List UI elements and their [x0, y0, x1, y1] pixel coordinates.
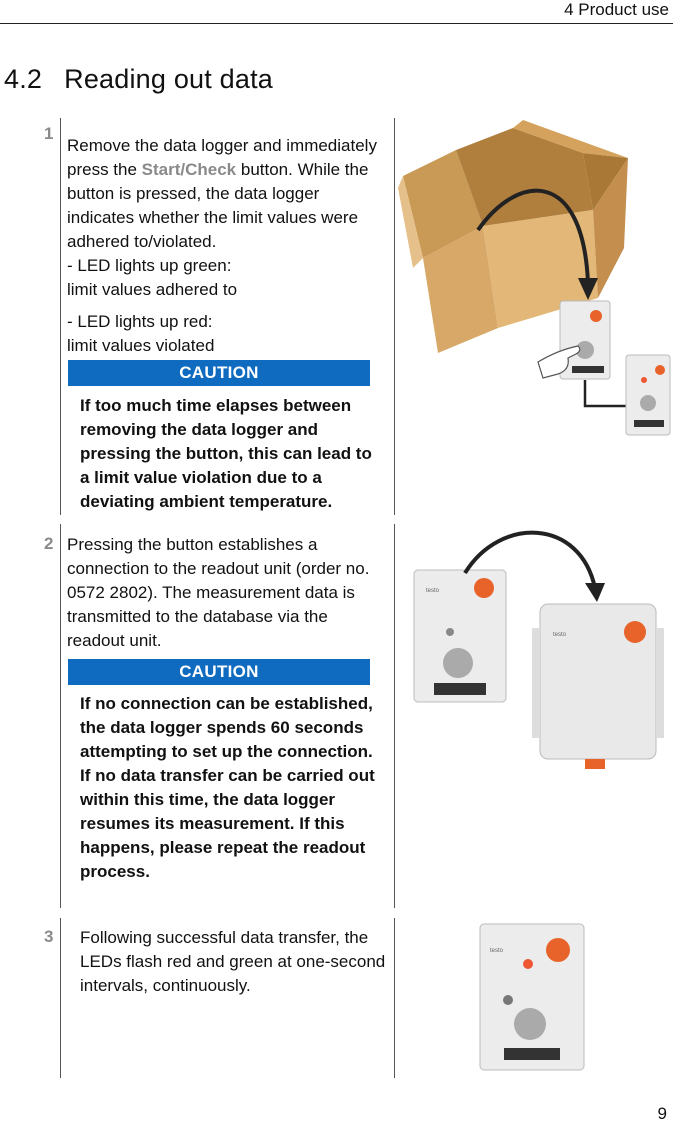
step-2-divider-right [394, 524, 395, 908]
logger-brand-text: testo [490, 948, 504, 954]
step-1-number: 1 [44, 124, 54, 143]
section-title [4, 64, 273, 95]
chapter-header: 4 Product use [564, 0, 669, 19]
page-number: 9 [657, 1104, 667, 1123]
step-1-caution-text: If too much time elapses between removing the data logger and pressing the button, this can lead to a limit value violation due to a deviating ambient temperature. [80, 396, 372, 511]
led-green-line1: - LED lights up green: [67, 256, 232, 275]
led-green-line2: limit values adhered to [67, 280, 238, 299]
led-red-line1: - LED lights up red: [67, 312, 213, 331]
step-2-caution-banner: CAUTION [68, 659, 370, 685]
step-3-divider-right [394, 918, 395, 1078]
arrowhead-icon [585, 583, 605, 602]
step-2-illustration [410, 528, 670, 778]
header-rule [0, 23, 673, 24]
step-1-illustration [398, 118, 673, 438]
step-3-number: 3 [44, 927, 54, 946]
led-red-line2: limit values violated [67, 336, 215, 355]
step-3-illustration [478, 922, 586, 1074]
step-3-text: Following successful data transfer, the LEDs flash red and green at one-second intervals, continuously. [80, 928, 386, 995]
section-number: 4.2 [4, 64, 43, 94]
logger-brand-text: testo [426, 588, 440, 594]
step-1-caution-banner: CAUTION [68, 360, 370, 386]
step-2-divider-left [60, 524, 61, 908]
step-1-divider-right [394, 118, 395, 515]
start-check-button-label: Start/Check [141, 160, 237, 179]
step-2-text: Pressing the button establishes a connection to the readout unit (order no. 0572 2802). The measurement data is transmitted to the database via the readout unit. [67, 535, 370, 650]
transfer-arrow-icon [585, 380, 630, 406]
data-logger-flashing-icon [480, 924, 584, 1070]
step-1-divider-left [60, 118, 61, 515]
step-2-caution-text: If no connection can be established, the data logger spends 60 seconds attempting to set up the connection. If no data transfer can be carried out within this time, the data logger resumes its measurement. If this happens, please repeat the readout process. [80, 694, 375, 881]
readout-brand-text: testo [553, 632, 567, 638]
data-logger-led-icon [626, 355, 670, 435]
section-title-text: Reading out data [64, 64, 274, 94]
readout-unit-icon [532, 604, 664, 769]
step-2-number: 2 [44, 534, 54, 553]
step-3-divider-left [60, 918, 61, 1078]
step-1-text: Remove the data logger and immediately press the Start/Check button. While the button is pressed, the data logger indicates whether the limit values were adhered to/violated. - LED lights up green: limit values adhered to - LED lights up red: limit values violated [67, 134, 389, 358]
data-logger-icon [414, 570, 506, 702]
